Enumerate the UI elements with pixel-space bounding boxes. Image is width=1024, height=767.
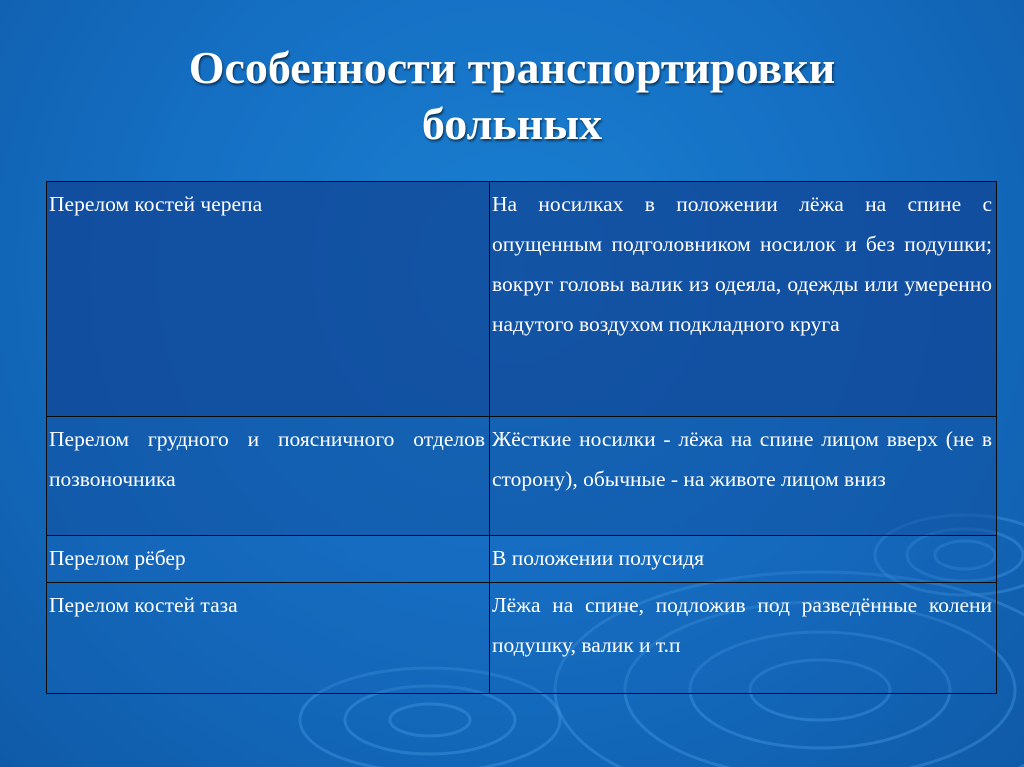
table-cell-condition: Перелом костей таза <box>47 583 490 694</box>
transport-table <box>46 181 997 694</box>
table-cell-condition: Перелом грудного и поясничного отделов позвоночника <box>47 417 490 536</box>
table-cell-transport: Лёжа на спине, подложив под разведённые колени подушку, валик и т.п <box>490 583 997 694</box>
table-row <box>47 182 997 417</box>
table-cell-condition: Перелом костей черепа <box>47 182 490 417</box>
table-row <box>47 536 997 583</box>
table-cell-transport: На носилках в положении лёжа на спине с опущенным подголовником носилок и без подушки; вокруг головы валик из одеяла, одежды или умеренно надутого воздухом подкладного круга <box>490 182 997 417</box>
table-cell-condition: Перелом рёбер <box>47 536 490 583</box>
table-row <box>47 417 997 536</box>
slide-title <box>0 40 1024 152</box>
table-row <box>47 583 997 694</box>
table-cell-transport: В положении полусидя <box>490 536 997 583</box>
slide-title-line-2: больных <box>421 98 603 149</box>
slide-title-line-1: Особенности транспортировки <box>188 42 836 93</box>
table-cell-transport: Жёсткие носилки - лёжа на спине лицом вверх (не в сторону), обычные - на животе лицом вниз <box>490 417 997 536</box>
